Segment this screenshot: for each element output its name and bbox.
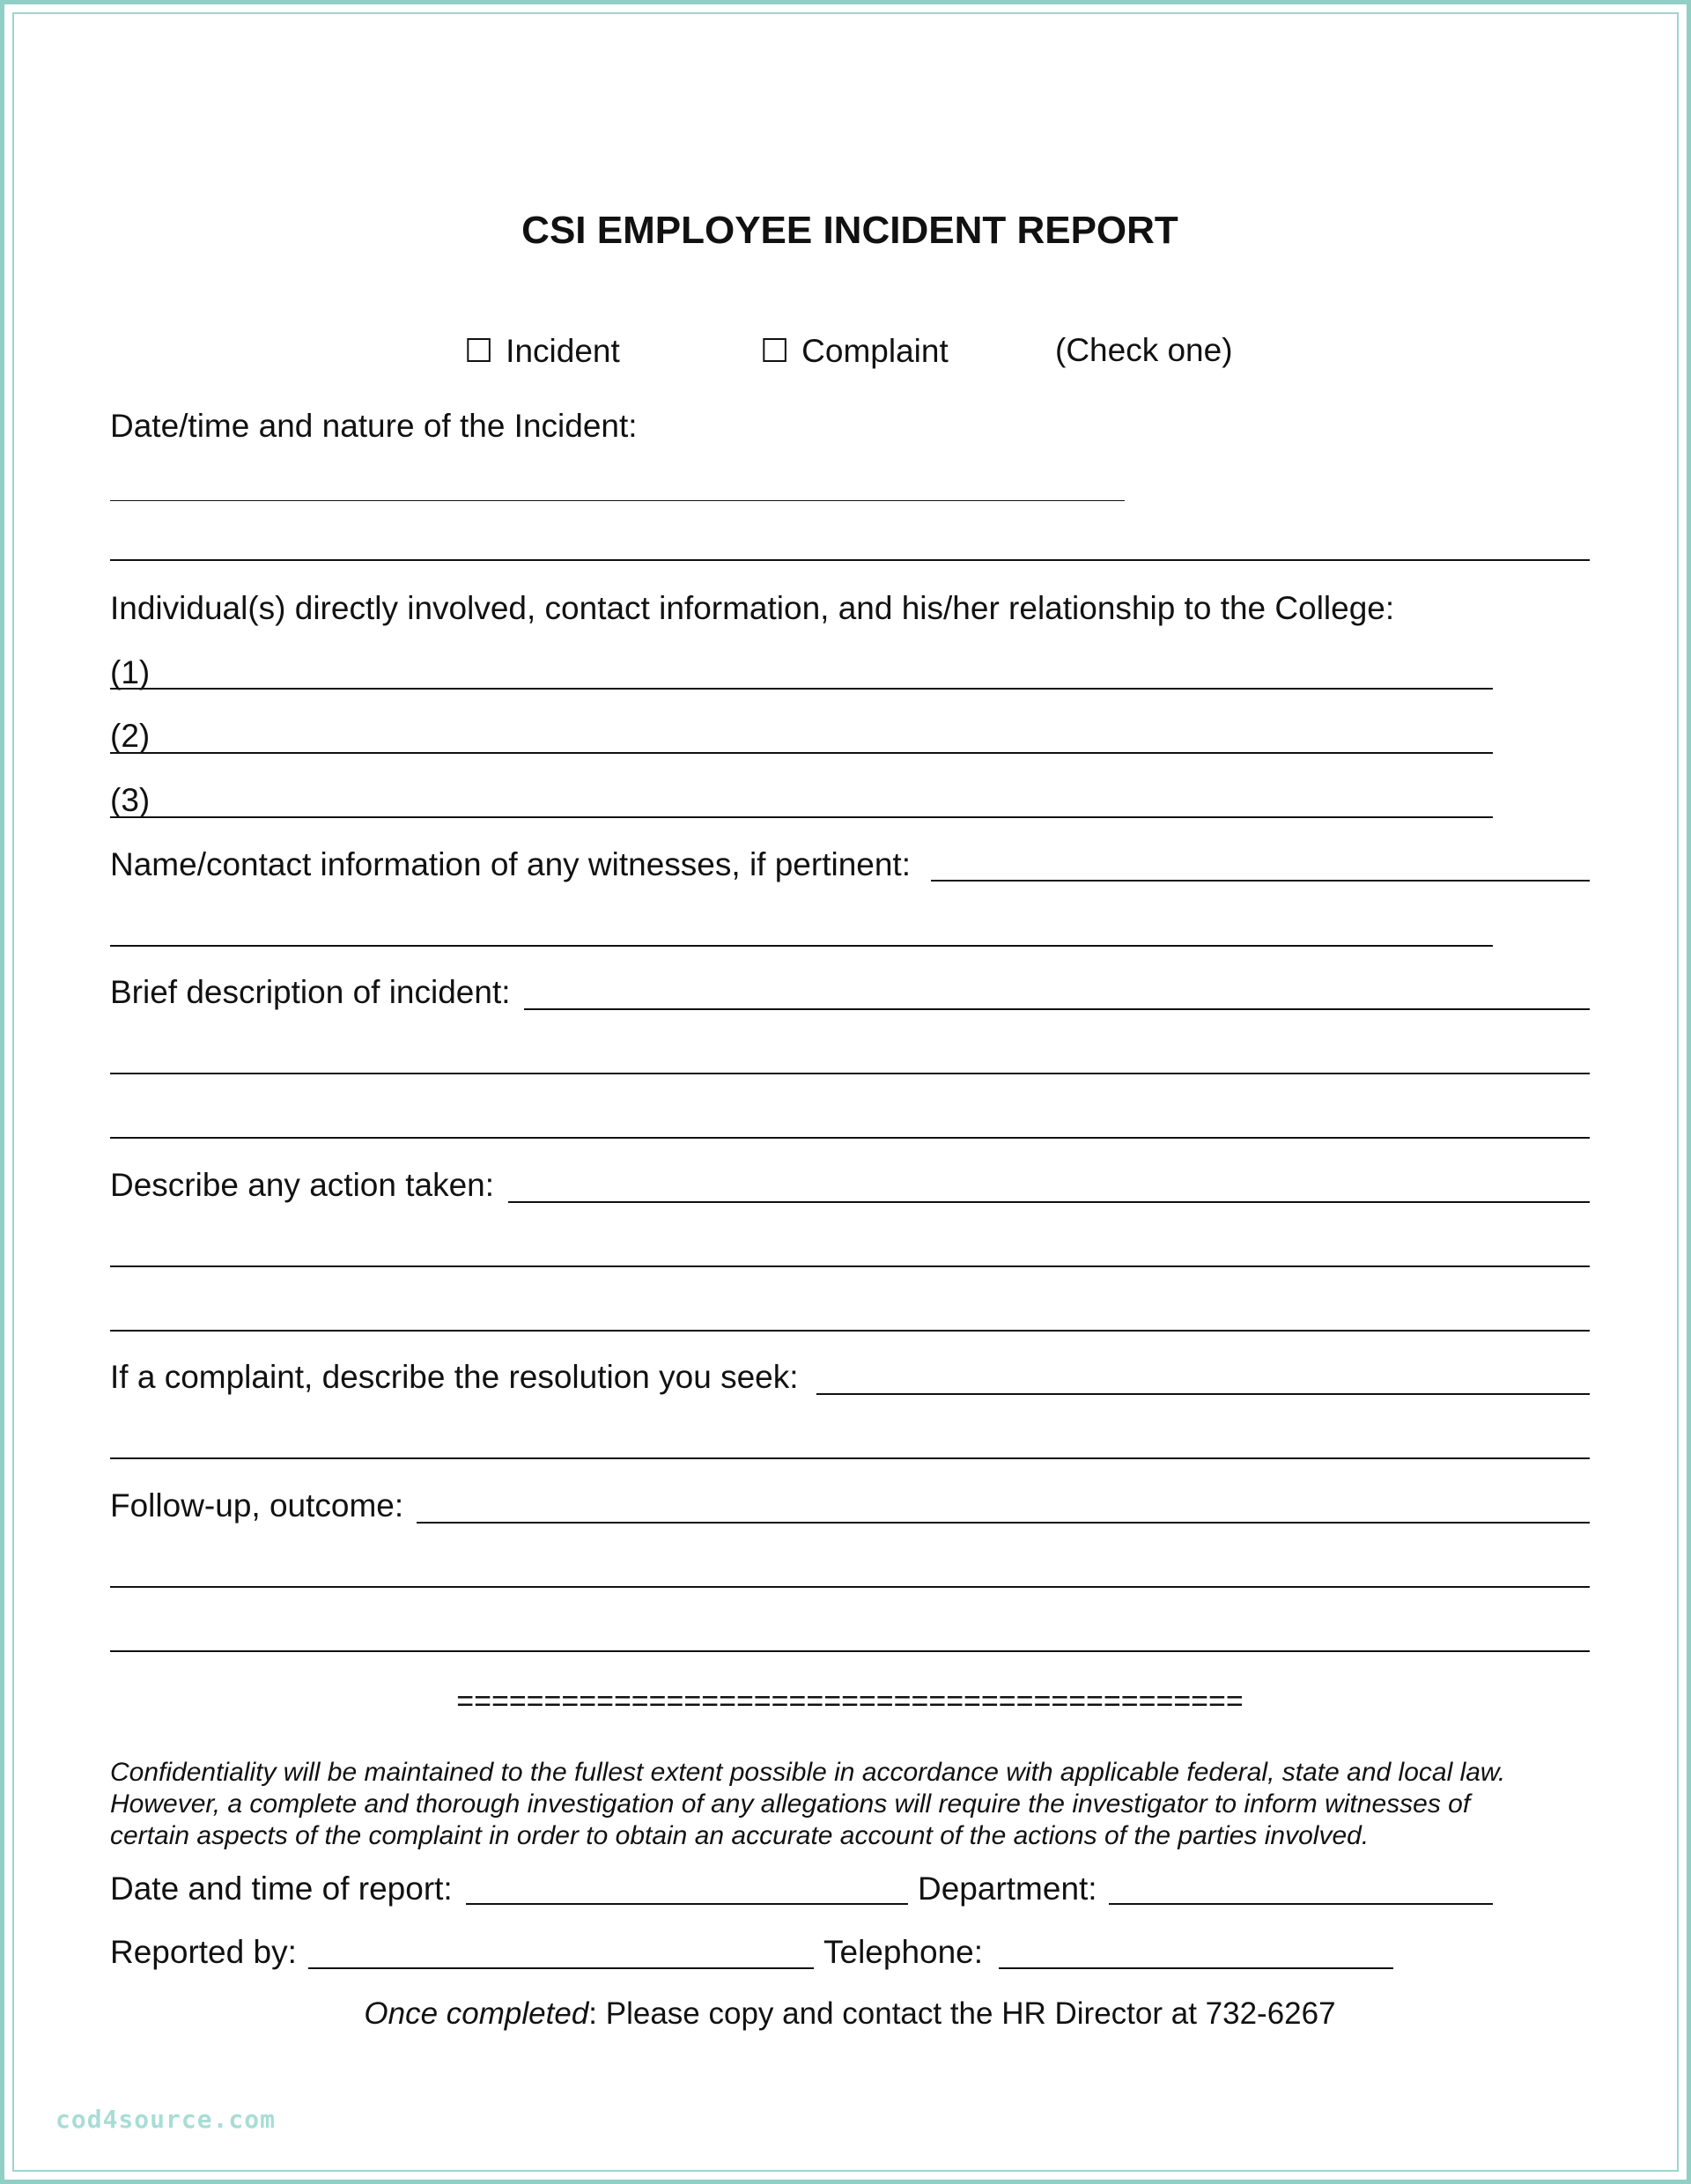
resolution-line-2[interactable] bbox=[110, 1457, 1590, 1459]
confidentiality-line-1: Confidentiality will be maintained to the fullest extent possible in accordance with applicable federal, state and local law. bbox=[110, 1758, 1506, 1787]
brief-description-line-1[interactable] bbox=[524, 1008, 1590, 1010]
individual-1-line[interactable] bbox=[110, 688, 1493, 690]
action-taken-line-2[interactable] bbox=[110, 1265, 1590, 1267]
followup-line-3[interactable] bbox=[110, 1650, 1590, 1652]
confidentiality-notice bbox=[110, 1757, 1607, 1852]
check-one-instruction: (Check one) bbox=[1055, 332, 1233, 368]
individual-2-label: (2) bbox=[110, 718, 151, 754]
witnesses-label: Name/contact information of any witnesses, if pertinent: bbox=[110, 846, 911, 882]
telephone-label: Telephone: bbox=[823, 1934, 984, 1970]
resolution-line-1[interactable] bbox=[816, 1393, 1590, 1395]
footer-rest: : Please copy and contact the HR Director at 732-6267 bbox=[588, 1996, 1336, 2031]
department-label: Department: bbox=[918, 1870, 1097, 1907]
individual-1-label: (1) bbox=[110, 654, 151, 690]
separator-line: ============================================= bbox=[456, 1685, 1244, 1718]
footer-instruction bbox=[4, 1996, 1691, 2032]
brief-description-line-2[interactable] bbox=[110, 1073, 1590, 1074]
followup-label: Follow-up, outcome: bbox=[110, 1487, 404, 1524]
checkbox-icon[interactable]: ☐ bbox=[464, 333, 494, 369]
datetime-nature-line-1[interactable] bbox=[110, 500, 1125, 501]
brief-description-label: Brief description of incident: bbox=[110, 974, 511, 1010]
followup-line-2[interactable] bbox=[110, 1586, 1590, 1588]
datetime-nature-label: Date/time and nature of the Incident: bbox=[110, 408, 638, 444]
individual-2-line[interactable] bbox=[110, 752, 1493, 754]
telephone-line[interactable] bbox=[999, 1967, 1393, 1969]
brief-description-line-3[interactable] bbox=[110, 1137, 1590, 1139]
report-datetime-label: Date and time of report: bbox=[110, 1870, 453, 1907]
action-taken-line-1[interactable] bbox=[508, 1201, 1590, 1203]
incident-label: Incident bbox=[506, 333, 620, 369]
department-line[interactable] bbox=[1109, 1903, 1493, 1905]
watermark-logo: cod4source.com bbox=[55, 2105, 277, 2134]
report-title: CSI EMPLOYEE INCIDENT REPORT bbox=[521, 209, 1178, 252]
confidentiality-line-2: However, a complete and thorough investigation of any allegations will require the investigator to inform witnesses of bbox=[110, 1789, 1471, 1819]
individuals-label: Individual(s) directly involved, contact information, and his/her relationship to the College: bbox=[110, 590, 1395, 626]
individual-3-line[interactable] bbox=[110, 816, 1493, 818]
complaint-checkbox-option[interactable] bbox=[760, 332, 949, 370]
reported-by-label: Reported by: bbox=[110, 1934, 297, 1970]
individual-3-label: (3) bbox=[110, 782, 151, 818]
complaint-label: Complaint bbox=[801, 333, 949, 369]
footer-italic-part: Once completed bbox=[364, 1996, 589, 2031]
witnesses-line-2[interactable] bbox=[110, 945, 1493, 947]
witnesses-line-1[interactable] bbox=[931, 880, 1590, 882]
report-datetime-line[interactable] bbox=[466, 1903, 908, 1905]
followup-line-1[interactable] bbox=[417, 1522, 1590, 1524]
incident-checkbox-option[interactable] bbox=[464, 332, 620, 370]
action-taken-line-3[interactable] bbox=[110, 1330, 1590, 1332]
datetime-nature-line-2[interactable] bbox=[110, 559, 1590, 561]
resolution-label: If a complaint, describe the resolution you seek: bbox=[110, 1359, 799, 1395]
reported-by-line[interactable] bbox=[308, 1967, 814, 1969]
action-taken-label: Describe any action taken: bbox=[110, 1167, 495, 1203]
confidentiality-line-3: certain aspects of the complaint in order to obtain an accurate account of the actions of the parties involved. bbox=[110, 1821, 1370, 1850]
checkbox-icon[interactable]: ☐ bbox=[760, 333, 790, 369]
